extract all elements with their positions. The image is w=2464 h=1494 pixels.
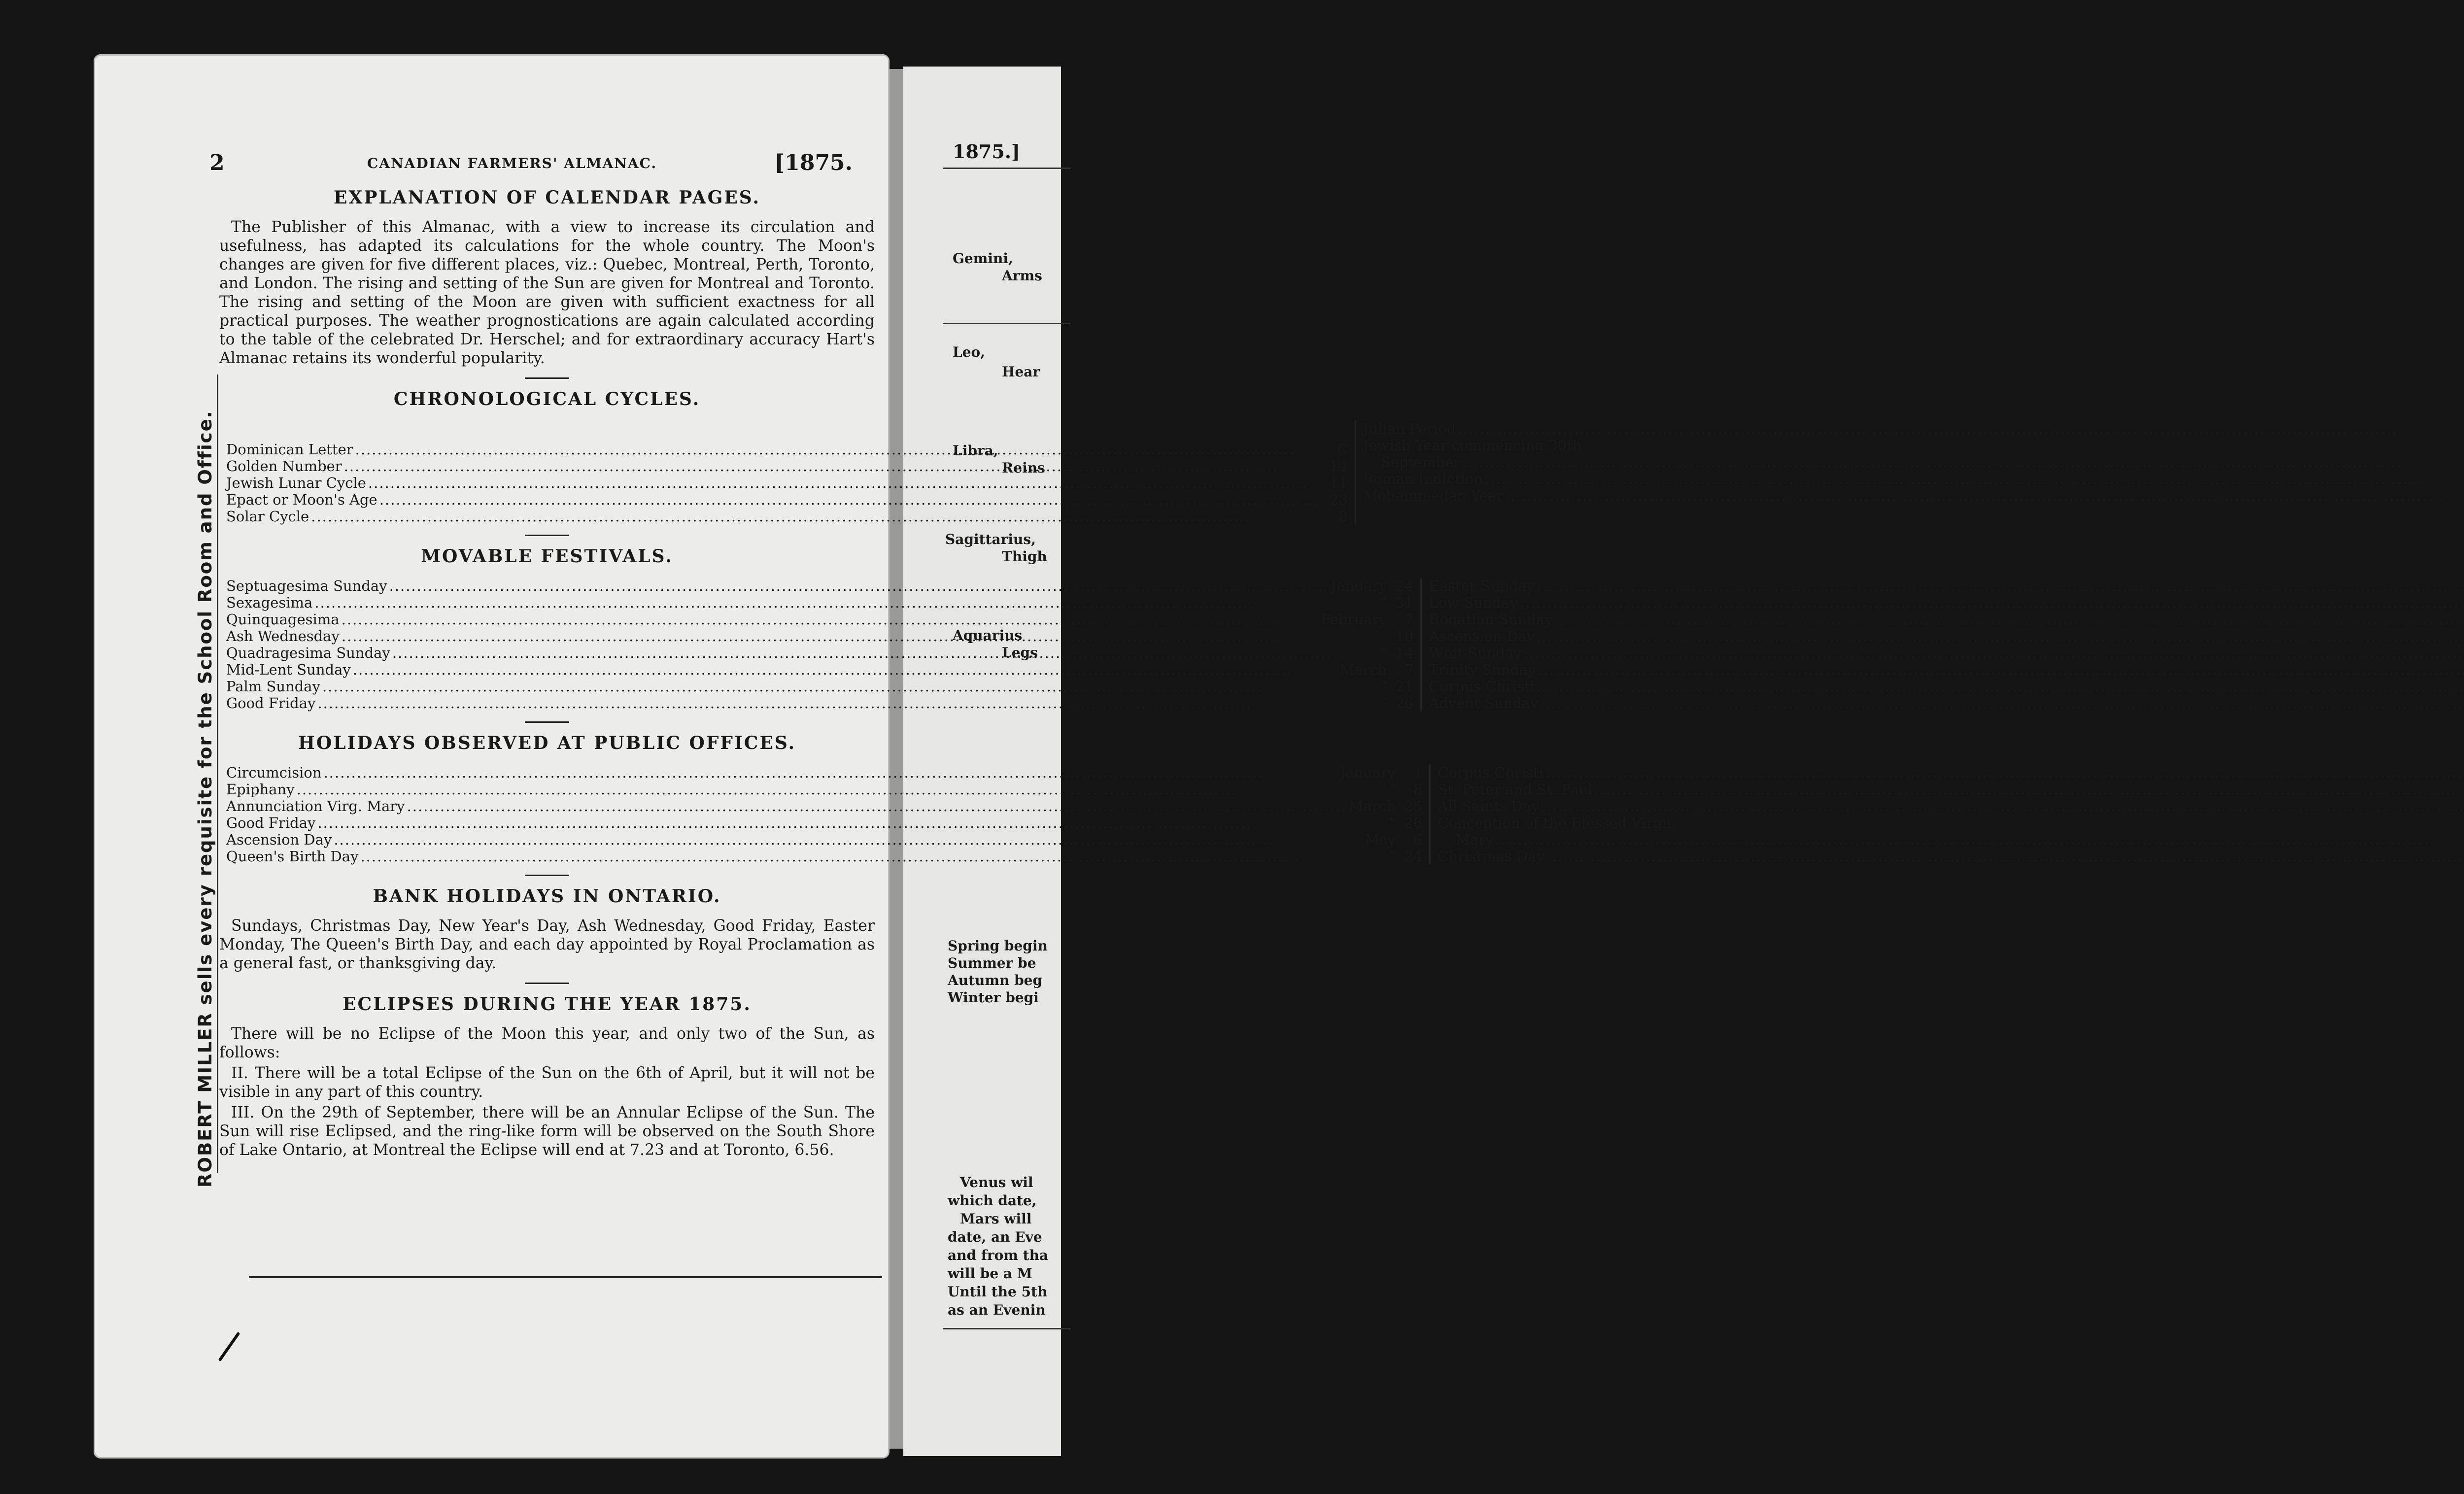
page-bottom-rule	[249, 1276, 882, 1278]
facing-entry: Legs	[1002, 645, 1038, 661]
section-title-bank-holidays: BANK HOLIDAYS IN ONTARIO.	[373, 886, 721, 907]
running-title: CANADIAN FARMERS' ALMANAC.	[367, 155, 657, 171]
facing-entry: Hear	[1002, 364, 1040, 380]
holiday-row: Ascension Day ..... May 6	[226, 831, 1422, 848]
cycle-row: September .....	[1363, 454, 2464, 471]
festival-row: Corpus Christi .....	[1429, 678, 2464, 695]
eclipses-intro: There will be no Eclipse of the Moon this year, and only two of the Sun, as follows:	[219, 1025, 875, 1061]
explanation-text: The Publisher of this Almanac, with a view to increase its circulation and usefulness, has adapted its calculations for the whole country. The Moon's changes are given for five different places, viz.: Quebec, Montreal, Perth, Toronto, and London. The rising and setting of the Sun are given for Montreal and Toronto. The rising and setting of the Moon are given with sufficient exactness for all practical purposes. The weather prognostications are again calculated according to the table of the celebrated Dr. Herschel; and for extraordinary accuracy Hart's Almanac retains its wonderful popularity.	[219, 218, 875, 367]
festival-row: Quadragesima Sunday ..... “ 14	[226, 645, 1413, 661]
cycle-row: Mohammedan Year .....	[1363, 487, 2464, 504]
festival-row: Sexagesima ..... “ 31	[226, 594, 1413, 611]
festival-row: Septuagesima Sunday ..... January 24	[226, 577, 1413, 594]
side-advertisement: ROBERT MILLER sells every requisite for the School Room and Office.	[195, 410, 216, 1188]
holiday-row: Queen's Birth Day ..... “ 24	[226, 848, 1422, 865]
holiday-row: Annunciation Virg. Mary ..... March 25	[226, 798, 1422, 815]
facing-entry: date, an Eve	[948, 1229, 1042, 1245]
eclipse-item: III. On the 29th of September, there will be an Annular Eclipse of the Sun. The Sun will rise Eclipsed, and the ring-like form will be observed on the South Shore of Lake Ontario, at Montreal the Eclipse will end at 7.23 and at Toronto, 6.56.	[219, 1104, 875, 1159]
section-divider	[525, 721, 569, 723]
festival-row: Good Friday ..... “ 26	[226, 695, 1413, 712]
section-divider	[525, 875, 569, 876]
facing-entry: Sagittarius,	[945, 531, 1036, 547]
festival-row: Mid-Lent Sunday ..... March 7	[226, 661, 1413, 678]
festival-row: Trinity Sunday .....	[1429, 661, 2464, 678]
cycle-row: Golden Number ..... 14	[226, 458, 1348, 475]
section-title-holidays: HOLIDAYS OBSERVED AT PUBLIC OFFICES.	[298, 733, 796, 753]
section-divider	[525, 535, 569, 536]
cycles-left-column	[219, 420, 1356, 525]
facing-entry: Thigh	[1002, 548, 1047, 565]
facing-entry: Until the 5th	[948, 1284, 1048, 1300]
festival-row: Easter Sunday .....	[1429, 577, 2464, 594]
holidays-table	[219, 764, 1676, 865]
cycle-row: Jewish Year commencing 30th	[1363, 437, 1582, 454]
facing-entry: which date,	[948, 1192, 1037, 1209]
cycle-row: Solar Cycle ..... 8	[226, 508, 1348, 525]
bank-holidays-text: Sundays, Christmas Day, New Year's Day, Ash Wednesday, Good Friday, Easter Monday, The Queen's Birth Day, and each day appointed by Royal Proclamation as a general fast, or thanksgiving day.	[219, 917, 875, 972]
facing-page-year: 1875.]	[953, 140, 1020, 163]
facing-entry: Reins	[1002, 460, 1045, 476]
book-spine	[890, 69, 903, 1449]
holiday-row: Conception of the Blessed Virgin	[1437, 815, 1676, 831]
festival-row: Ascension Day .....	[1429, 628, 2464, 645]
facing-entry: and from tha	[948, 1247, 1049, 1263]
holiday-row: Circumcision ..... January 1	[226, 764, 1422, 781]
holiday-row: St. Peter and St. Paul .....	[1437, 781, 2464, 798]
festivals-left-column	[219, 577, 1422, 712]
cycle-row: Julian Period .....	[1363, 420, 2464, 437]
festival-row: Ash Wednesday ..... “ 10	[226, 628, 1413, 645]
facing-entry: Winter begi	[948, 989, 1039, 1006]
side-rule	[217, 374, 218, 1173]
facing-entry: Mars will	[960, 1211, 1032, 1227]
cycle-row: Epact or Moon's Age ..... 23	[226, 491, 1348, 508]
festival-row: Rogation Sunday .....	[1429, 611, 2464, 628]
eclipse-item: II. There will be a total Eclipse of the Sun on the 6th of April, but it will not be visible in any part of this country.	[219, 1064, 875, 1101]
facing-entry: Leo,	[953, 344, 985, 360]
page-number: 2	[209, 150, 225, 175]
section-divider	[525, 377, 569, 379]
cycles-right-column	[1356, 420, 2464, 525]
facing-page-rule	[943, 168, 1071, 169]
festival-row: Advent Sunday .....	[1429, 695, 2464, 712]
facing-entry: Venus wil	[960, 1174, 1033, 1190]
section-title-festivals: MOVABLE FESTIVALS.	[421, 546, 673, 567]
holiday-row: All Saints Day .....	[1437, 798, 2464, 815]
cycle-row: Roman Indiction .....	[1363, 471, 2464, 487]
section-divider	[525, 983, 569, 984]
holiday-row: Good Friday ..... “ 26	[226, 815, 1422, 831]
holidays-right-column	[1431, 764, 2464, 865]
page-header	[209, 150, 853, 180]
facing-page	[903, 67, 1061, 1456]
facing-page-rule	[943, 323, 1071, 324]
holiday-row: Epiphany ..... “ 8	[226, 781, 1422, 798]
cycle-row: Dominican Letter ..... C	[226, 441, 1348, 458]
cycle-row: Jewish Lunar Cycle ..... 11	[226, 475, 1348, 491]
holiday-row: Mary .....	[1437, 831, 2464, 848]
festival-row: Quinquagesima ..... February 7	[226, 611, 1413, 628]
festival-row: Low Sunday .....	[1429, 594, 2464, 611]
facing-entry: Gemini,	[953, 250, 1013, 267]
facing-entry: Summer be	[948, 955, 1036, 971]
facing-entry: as an Evenin	[948, 1302, 1046, 1318]
facing-entry: Aquarius	[953, 627, 1023, 644]
facing-entry: Libra,	[953, 442, 998, 459]
facing-page-rule	[943, 1328, 1071, 1329]
festivals-right-column	[1422, 577, 2464, 712]
holidays-left-column	[219, 764, 1431, 865]
section-title-explanation: EXPLANATION OF CALENDAR PAGES.	[333, 187, 761, 208]
holiday-row: Corpus Christi .....	[1437, 764, 2464, 781]
section-title-cycles: CHRONOLOGICAL CYCLES.	[393, 389, 701, 409]
festival-row: Palm Sunday ..... “ 21	[226, 678, 1413, 695]
festival-row: Whit Sunday .....	[1429, 645, 2464, 661]
header-year: [1875.	[774, 150, 853, 175]
holiday-row: Christmas Day .....	[1437, 848, 2464, 865]
facing-entry: Arms	[1002, 268, 1042, 284]
facing-entry: Autumn beg	[948, 972, 1043, 988]
facing-entry: Spring begin	[948, 938, 1048, 954]
facing-entry: will be a M	[948, 1265, 1032, 1282]
section-title-eclipses: ECLIPSES DURING THE YEAR 1875.	[342, 994, 752, 1015]
